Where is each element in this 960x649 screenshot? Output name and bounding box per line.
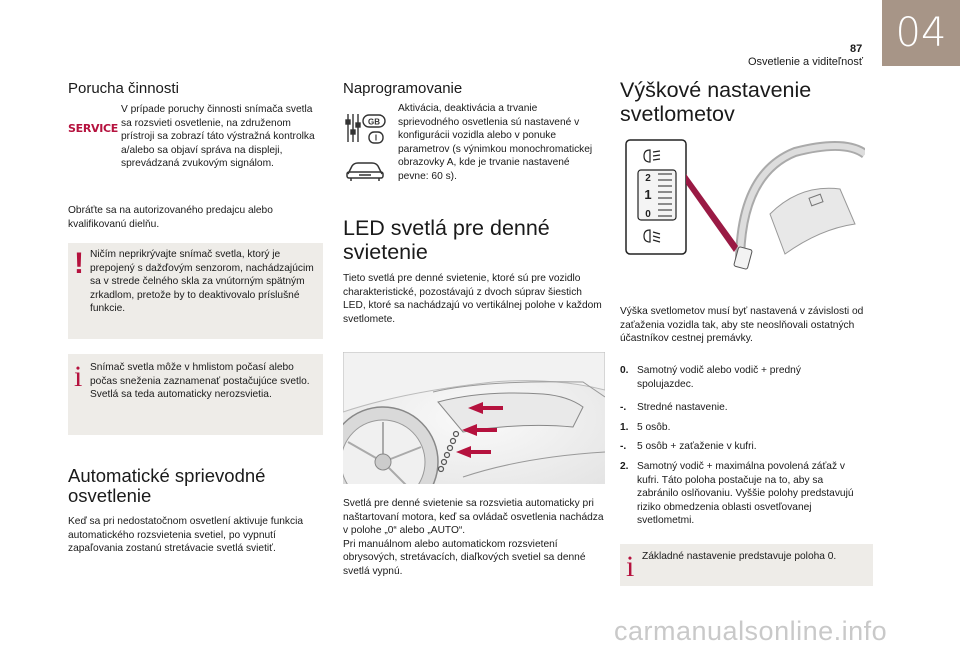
heading-auto-lighting: Automatické sprievodné osvetlenie	[68, 465, 266, 506]
heading-led-lights: LED svetlá pre denné svietenie	[343, 216, 550, 264]
section-title: Osvetlenie a viditeľnosť	[748, 56, 863, 68]
info-icon: i	[74, 360, 83, 393]
i-label: I	[374, 133, 378, 143]
list-item: -. Stredné nastavenie.	[620, 402, 728, 414]
contact-text: Obráťte sa na autorizovaného predajcu alebo kvalifikovanú dielňu.	[68, 205, 273, 230]
leveling-text: Výška svetlometov musí byť nastavená v závislosti od zaťaženia vozidla tak, aby ste neoslňovali ostatných účastníkov cestnej premávky.	[620, 306, 864, 345]
gb-label: GB	[368, 117, 380, 127]
service-label: SERVICE	[68, 122, 118, 135]
position-list	[620, 364, 855, 534]
watermark: carmanualsonline.info	[614, 616, 888, 646]
info-icon: i	[626, 550, 635, 583]
heading-programming: Naprogramovanie	[343, 80, 463, 97]
list-item: 1. 5 osôb.	[620, 421, 671, 433]
led-text: Tieto svetlá pre denné svietenie, ktoré sú pre vozidlo charakteristické, pozostávajú z dvoch súprav šiestich LED, ktoré sa nachádzajú vo vertikálnej polohe v každom svetlomete.	[343, 273, 602, 325]
headlight-leveling-illustration	[620, 134, 865, 286]
info-note-leveling	[620, 544, 873, 586]
warning-text: Ničím neprikrývajte snímač svetla, ktorý je prepojený s dažďovým senzorom, nachádzajúcim sa v strede čelného skla za vnútorným spätným zrkadlom, pretože by to deaktivovalo príslušné funkcie.	[90, 249, 314, 315]
programming-text: Aktivácia, deaktivácia a trvanie sprievodného osvetlenia sú nastavené v konfigurácii vozidla alebo v ponuke parametrov (s výnimkou monochromatickej obrazovky A, kde je trvanie nastavené pevne: 60 s).	[398, 103, 593, 182]
list-item: 0. Samotný vodič alebo vodič + predný spolujazdec.	[620, 365, 801, 390]
list-item: -. 5 osôb + zaťaženie v kufri.	[620, 441, 757, 453]
dial-label-0: 0	[645, 209, 651, 220]
fault-text: V prípade poruchy činnosti snímača svetla sa rozsvieti osvetlenie, na združenom prístroji sa zobrazí táto výstražná kontrolka a/alebo sa objaví správa na displeji, sprevádzaná zvukovým signálom.	[121, 104, 315, 170]
chapter-number-badge: 04	[882, 0, 960, 66]
info-note	[68, 354, 323, 435]
heading-headlight-leveling: Výškové nastavenie svetlometov	[620, 78, 812, 126]
warning-note	[68, 243, 323, 339]
info-text: Snímač svetla môže v hmlistom počasí alebo počas sneženia zaznamenať postačujúce svetlo. Svetlá sa teda automaticky nerozsvietia.	[90, 362, 310, 401]
dial-label-1: 1	[644, 187, 652, 202]
leveling-info-text: Základné nastavenie predstavuje poloha 0.	[642, 551, 837, 562]
dial-label-2: 2	[645, 173, 651, 184]
heading-fault: Porucha činnosti	[68, 80, 179, 97]
auto-text: Keď sa pri nedostatočnom osvetlení aktivuje funkcia automatického rozsvietenia svetiel, po vypnutí zapaľovania zostanú stretávacie svetlá svietiť.	[68, 516, 304, 555]
led-headlight-illustration	[343, 352, 605, 484]
settings-sliders-icon	[343, 112, 391, 148]
page-number: 87	[850, 43, 863, 55]
service-warning-icon	[68, 122, 118, 135]
exclamation-icon: !	[74, 247, 84, 280]
vehicle-config-icon	[345, 160, 385, 182]
led-text-2: Svetlá pre denné svietenie sa rozsvietia automaticky pri naštartovaní motora, keď sa ovládač osvetlenia nachádza v polohe „0“ alebo „AUTO“. Pri manuálnom alebo automatickom rozsvietení obrysových, stretávacích, diaľkových svetiel sa denné svetlá vypnú.	[343, 498, 604, 577]
list-item: 2. Samotný vodič + maximálna povolená záťaž v kufri. Táto poloha postačuje na to, aby sa zabránilo oslňovaniu. Vyššie polohy predstavujú riziko obmedzenia oblasti osvetľovanej svetlometmi.	[620, 460, 854, 527]
